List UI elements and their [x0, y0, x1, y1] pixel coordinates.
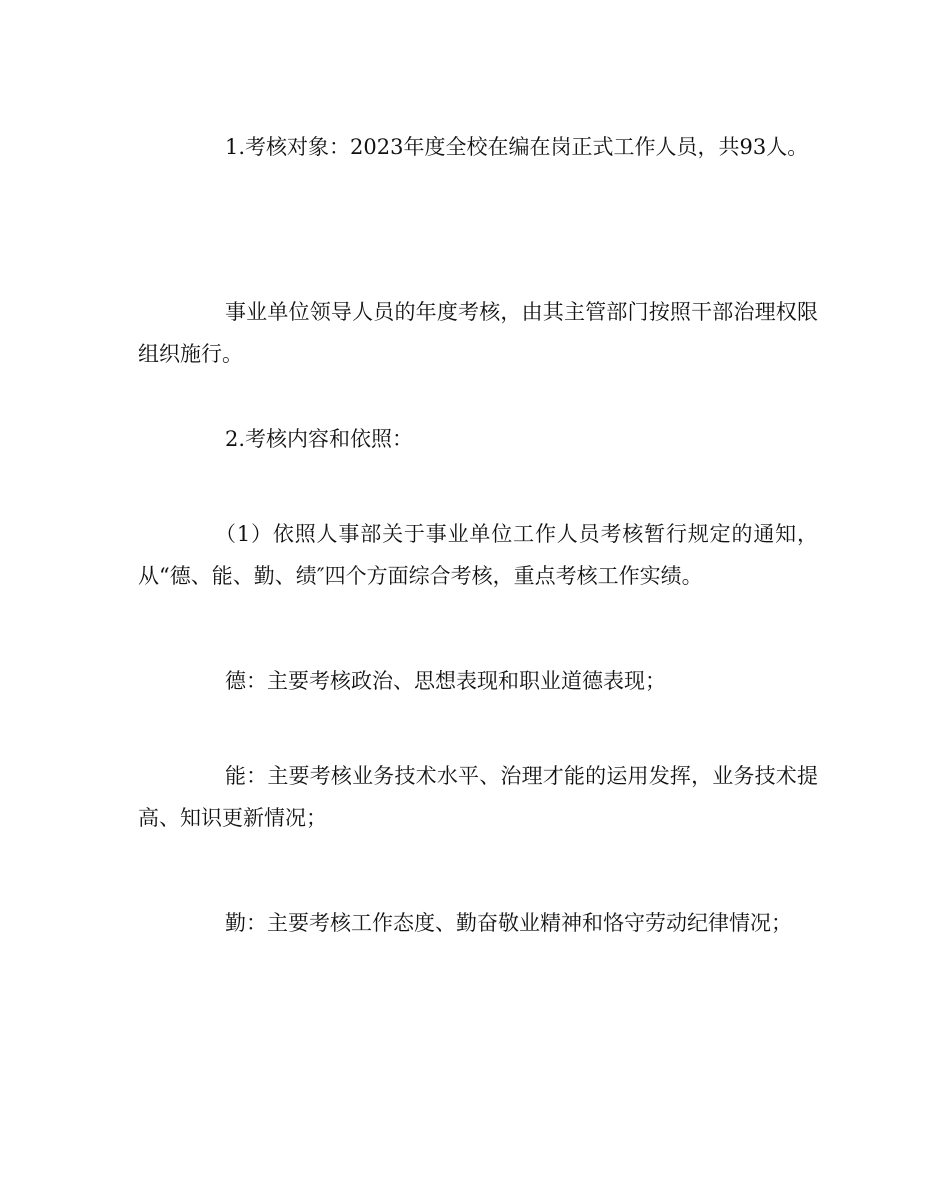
paragraph-content-heading: 2.考核内容和依照： [225, 427, 414, 451]
paragraph-diligence: 勤：主要考核工作态度、勤奋敬业精神和恪守劳动纪律情况； [225, 911, 792, 935]
paragraph-ability: 能：主要考核业务技术水平、治理才能的运用发挥，业务技术提高、知识更新情况； [138, 764, 818, 830]
paragraph-assessment-subjects: 1.考核对象：2023年度全校在编在岗正式工作人员，共93人。 [225, 135, 809, 159]
paragraph-morality: 德：主要考核政治、思想表现和职业道德表现； [225, 669, 666, 693]
paragraph-leader-assessment: 事业单位领导人员的年度考核，由其主管部门按照干部治理权限组织施行。 [138, 300, 818, 366]
paragraph-assessment-basis: （1）依照人事部关于事业单位工作人员考核暂行规定的通知，从“德、能、勤、绩″四个方面综合考核，重点考核工作实绩。 [138, 522, 818, 588]
